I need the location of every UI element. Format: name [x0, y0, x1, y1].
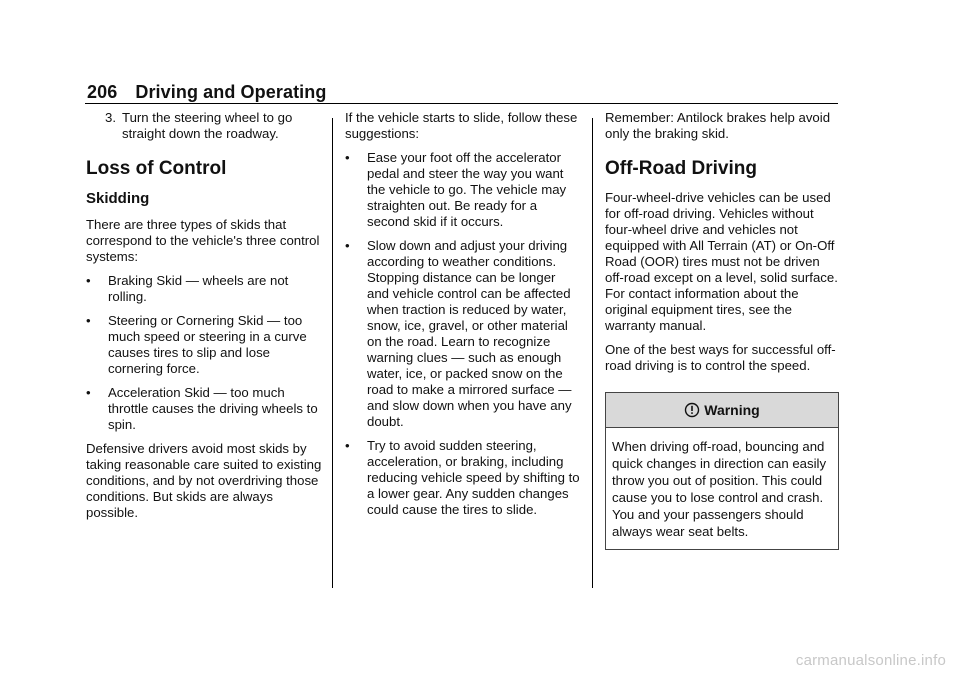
warning-box: [605, 392, 839, 550]
slide-intro: If the vehicle starts to slide, follow these suggestions:: [345, 110, 578, 141]
list-item: [345, 150, 581, 230]
section-title: Driving and Operating: [135, 82, 327, 102]
bullet-icon: •: [86, 385, 91, 400]
warning-body: When driving off-road, bouncing and quick changes in direction can easily throw you out of position. This could cause you to lose control and crash. You and your passengers should always wear seat belts.: [612, 439, 827, 539]
step-number: 3.: [105, 110, 116, 125]
column-divider-1: [332, 118, 333, 588]
page-header: [87, 82, 326, 103]
column-3: [605, 110, 838, 550]
list-item-text: Acceleration Skid — too much throttle causes the driving wheels to spin.: [108, 385, 318, 432]
bullet-icon: •: [345, 238, 350, 253]
list-item: [86, 385, 322, 433]
offroad-para-1: Four-wheel-drive vehicles can be used for off-road driving. Vehicles without four-wheel drive and vehicles not equipped with All Terrain (AT) or On-Off Road (OOR) tires must not be driven off-road except on a level, solid surface. For contact information about the original equipment tires, see the warranty manual.: [605, 190, 838, 333]
offroad-para-2: One of the best ways for successful off-road driving is to control the speed.: [605, 342, 836, 373]
list-item: [345, 238, 581, 430]
list-item-text: Braking Skid — wheels are not rolling.: [108, 273, 289, 304]
heading-off-road-driving: Off-Road Driving: [605, 158, 757, 179]
subheading-skidding: Skidding: [86, 190, 150, 207]
list-item: [86, 313, 322, 377]
list-item-text: Slow down and adjust your driving according to weather conditions. Stopping distance can be longer and vehicle control can be affected when traction is reduced by water, snow, ice, gravel, or other material on the road. Learn to recognize warning clues — such as enough water, ice, or packed snow on the road to make a mirrored surface — and slow down when you have any doubt.: [367, 238, 572, 429]
column-divider-2: [592, 118, 593, 588]
column-1: [86, 110, 322, 529]
warning-header: [606, 393, 838, 428]
list-item-text: Steering or Cornering Skid — too much speed or steering in a curve causes tires to slip and lose cornering force.: [108, 313, 307, 376]
warning-title: Warning: [704, 402, 760, 418]
list-item-text: Try to avoid sudden steering, acceleration, or braking, including reducing vehicle speed by shifting to a lower gear. Any sudden changes could cause the tires to slide.: [367, 438, 580, 517]
antilock-remember: Remember: Antilock brakes help avoid only the braking skid.: [605, 110, 831, 141]
bullet-icon: •: [86, 273, 91, 288]
numbered-step: [86, 110, 322, 142]
heading-loss-of-control: Loss of Control: [86, 158, 227, 179]
page-number: 206: [87, 82, 118, 102]
header-rule: [85, 103, 838, 104]
skid-intro: There are three types of skids that correspond to the vehicle's three control systems:: [86, 217, 320, 264]
list-item-text: Ease your foot off the accelerator pedal and steer the way you want the vehicle to go. The vehicle may straighten out. Be ready for a second skid if it occurs.: [367, 150, 567, 229]
bullet-icon: •: [86, 313, 91, 328]
list-item: [345, 438, 581, 518]
step-text: Turn the steering wheel to go straight down the roadway.: [122, 110, 293, 141]
column-2: [345, 110, 581, 526]
warning-icon: [684, 402, 700, 418]
bullet-icon: •: [345, 438, 350, 453]
bullet-icon: •: [345, 150, 350, 165]
watermark: carmanualsonline.info: [795, 652, 946, 669]
skid-closing: Defensive drivers avoid most skids by taking reasonable care suited to existing conditions, and by not overdriving those conditions. But skids are always possible.: [86, 441, 322, 520]
list-item: [86, 273, 322, 305]
